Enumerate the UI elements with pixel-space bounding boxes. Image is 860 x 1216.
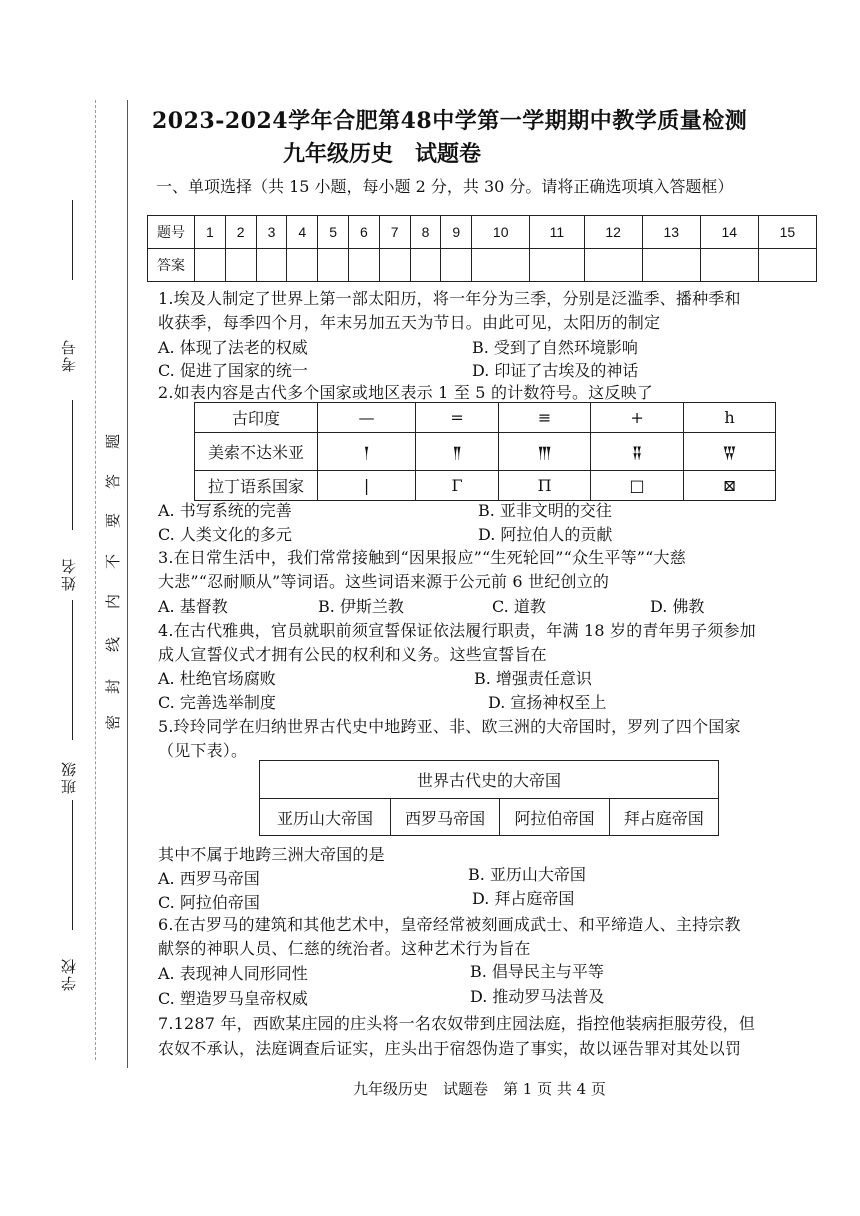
q5-option-d[interactable]: D. 拜占庭帝国	[472, 889, 575, 908]
empire-table-header-row	[260, 761, 719, 799]
numeral-symbol: |	[318, 471, 416, 501]
q1-option-d[interactable]: D. 印证了古埃及的神话	[472, 361, 639, 380]
question-number: 4	[287, 216, 318, 249]
answer-cell[interactable]	[642, 249, 700, 282]
question-number: 15	[758, 216, 816, 249]
q3-stem-line1: 3.在日常生活中，我们常常接触到“因果报应”“生死轮回”“众生平等”“大慈	[158, 548, 686, 567]
school-blank[interactable]	[72, 800, 73, 930]
empire-table-title: 世界古代史的大帝国	[260, 761, 719, 799]
q7-stem-line1: 7.1287 年，西欧某庄园的庄头将一名农奴带到庄园法庭，指控他装病拒服劳役，但	[158, 1014, 756, 1033]
row-label: 答案	[148, 249, 195, 282]
q2-option-b[interactable]: B. 亚非文明的交往	[478, 501, 612, 520]
seal-char: 封	[104, 678, 123, 695]
answer-row	[148, 249, 817, 282]
q5-option-b[interactable]: B. 亚历山大帝国	[468, 865, 586, 884]
q1-stem-line1: 1.埃及人制定了世界上第一部太阳历，将一年分为三季，分别是泛滥季、播种季和	[158, 289, 741, 308]
q2-option-c[interactable]: C. 人类文化的多元	[158, 525, 292, 544]
empire-row	[260, 799, 719, 836]
q3-option-b[interactable]: B. 伊斯兰教	[318, 597, 404, 616]
q6-option-b[interactable]: B. 倡导民主与平等	[470, 962, 604, 981]
question-number: 11	[530, 216, 584, 249]
empire-cell: 拜占庭帝国	[609, 799, 718, 836]
question-number: 8	[410, 216, 441, 249]
student-id-blank[interactable]	[72, 200, 73, 280]
numeral-symbol: —	[318, 403, 416, 433]
q6-option-d[interactable]: D. 推动罗马法普及	[470, 987, 605, 1006]
question-number: 14	[700, 216, 758, 249]
answer-cell[interactable]	[441, 249, 472, 282]
q6-stem-line1: 6.在古罗马的建筑和其他艺术中，皇帝经常被刻画成武士、和平缔造人、主持宗教	[158, 915, 741, 934]
numeral-symbol: 𒐊	[684, 433, 776, 471]
numeral-table	[194, 402, 776, 501]
question-number: 2	[225, 216, 256, 249]
q4-option-b[interactable]: B. 增强责任意识	[474, 669, 592, 688]
q1-option-b[interactable]: B. 受到了自然环境影响	[472, 338, 638, 357]
question-number: 3	[256, 216, 287, 249]
q7-stem-line2: 农奴不承认，法庭调查后证实，庄头出于宿怨伪造了事实，故以诬告罪对其处以罚	[158, 1039, 742, 1058]
q4-option-d[interactable]: D. 宣扬神权至上	[488, 693, 607, 712]
name-blank[interactable]	[72, 400, 73, 530]
q1-option-a[interactable]: A. 体现了法老的权威	[158, 338, 308, 357]
q5-stem-line2: （见下表）。	[158, 741, 248, 760]
numeral-symbol: ⊠	[684, 471, 776, 501]
exam-subtitle: 九年级历史 试题卷	[283, 141, 482, 167]
binding-solid-line	[127, 100, 128, 1068]
binding-dash-line	[95, 100, 96, 1060]
q3-option-a[interactable]: A. 基督教	[158, 597, 228, 616]
q4-stem-line2: 成人宣誓仪式才拥有公民的权利和义务。这些宣誓旨在	[158, 645, 547, 664]
question-number: 10	[472, 216, 530, 249]
question-number: 1	[195, 216, 226, 249]
question-number: 7	[379, 216, 410, 249]
answer-cell[interactable]	[700, 249, 758, 282]
q1-option-c[interactable]: C. 促进了国家的统一	[158, 361, 308, 380]
numeral-symbol: П	[499, 471, 591, 501]
numeral-symbol: ≡	[499, 403, 591, 433]
numeral-row-label: 古印度	[195, 403, 318, 433]
q5-stem-line3: 其中不属于地跨三洲大帝国的是	[158, 845, 385, 864]
school-label: 学校	[60, 957, 78, 991]
numeral-row	[195, 471, 776, 501]
q3-option-c[interactable]: C. 道教	[492, 597, 546, 616]
q2-stem: 2.如表内容是古代多个国家或地区表示 1 至 5 的计数符号。这反映了	[158, 383, 653, 402]
question-number: 9	[441, 216, 472, 249]
q2-option-a[interactable]: A. 书写系统的完善	[158, 501, 292, 520]
q4-option-c[interactable]: C. 完善选举制度	[158, 693, 276, 712]
answer-cell[interactable]	[318, 249, 349, 282]
student-id-label: 考号	[60, 338, 78, 372]
numeral-row-label: 拉丁语系国家	[195, 471, 318, 501]
seal-char: 题	[104, 433, 123, 450]
numeral-symbol: □	[591, 471, 684, 501]
q6-option-a[interactable]: A. 表现神人同形同性	[158, 964, 308, 983]
name-label: 姓名	[60, 557, 78, 591]
seal-char: 要	[104, 512, 123, 529]
empire-cell: 西罗马帝国	[390, 799, 499, 836]
class-label: 班级	[60, 760, 78, 794]
row-label: 题号	[148, 216, 195, 249]
exam-title: 2023-2024学年合肥第48中学第一学期期中教学质量检测	[152, 108, 748, 134]
answer-cell[interactable]	[758, 249, 816, 282]
question-number-row	[148, 216, 817, 249]
answer-cell[interactable]	[584, 249, 642, 282]
numeral-row-label: 美索不达米亚	[195, 433, 318, 471]
answer-cell[interactable]	[256, 249, 287, 282]
class-blank[interactable]	[72, 600, 73, 740]
answer-cell[interactable]	[379, 249, 410, 282]
numeral-symbol: 𒈫	[416, 433, 499, 471]
empire-cell: 阿拉伯帝国	[500, 799, 609, 836]
q6-option-c[interactable]: C. 塑造罗马皇帝权威	[158, 989, 308, 1008]
numeral-symbol: Γ	[416, 471, 499, 501]
numeral-symbol: =	[416, 403, 499, 433]
seal-char: 内	[104, 593, 123, 610]
numeral-symbol: 𒐉	[591, 433, 684, 471]
q5-stem-line1: 5.玲玲同学在归纳世界古代史中地跨亚、非、欧三洲的大帝国时，罗列了四个国家	[158, 717, 741, 736]
question-number: 6	[348, 216, 379, 249]
question-number: 13	[642, 216, 700, 249]
numeral-row	[195, 433, 776, 471]
q5-option-a[interactable]: A. 西罗马帝国	[158, 869, 260, 888]
q2-option-d[interactable]: D. 阿拉伯人的贡献	[478, 525, 613, 544]
seal-char: 密	[104, 714, 123, 731]
q5-option-c[interactable]: C. 阿拉伯帝国	[158, 893, 260, 912]
numeral-symbol: 𒁹	[318, 433, 416, 471]
answer-cell[interactable]	[472, 249, 530, 282]
q1-stem-line2: 收获季，每季四个月，年末另加五天为节日。由此可见，太阳历的制定	[158, 313, 661, 332]
answer-cell[interactable]	[530, 249, 584, 282]
q6-stem-line2: 献祭的神职人员、仁慈的统治者。这种艺术行为旨在	[158, 939, 531, 958]
answer-table	[147, 215, 817, 282]
q4-stem-line1: 4.在古代雅典，官员就职前须宣誓保证依法履行职责，年满 18 岁的青年男子须参加	[158, 621, 756, 640]
q3-option-d[interactable]: D. 佛教	[650, 597, 705, 616]
empire-table	[259, 760, 719, 836]
answer-cell[interactable]	[225, 249, 256, 282]
section-heading: 一、单项选择（共 15 小题，每小题 2 分，共 30 分。请将正确选项填入答题框）	[156, 177, 734, 196]
numeral-symbol: h	[684, 403, 776, 433]
numeral-symbol: 𒐈	[499, 433, 591, 471]
seal-char: 答	[104, 473, 123, 490]
q3-stem-line2: 大悲”“忍耐顺从”等词语。这些词语来源于公元前 6 世纪创立的	[158, 572, 610, 591]
answer-cell[interactable]	[195, 249, 226, 282]
numeral-row	[195, 403, 776, 433]
seal-char: 不	[104, 553, 123, 570]
question-number: 5	[318, 216, 349, 249]
numeral-symbol: +	[591, 403, 684, 433]
empire-cell: 亚历山大帝国	[260, 799, 391, 836]
answer-cell[interactable]	[348, 249, 379, 282]
answer-cell[interactable]	[410, 249, 441, 282]
page-footer: 九年级历史 试题卷 第 1 页 共 4 页	[353, 1080, 606, 1098]
seal-char: 线	[104, 636, 123, 653]
q4-option-a[interactable]: A. 杜绝官场腐败	[158, 669, 276, 688]
answer-cell[interactable]	[287, 249, 318, 282]
question-number: 12	[584, 216, 642, 249]
